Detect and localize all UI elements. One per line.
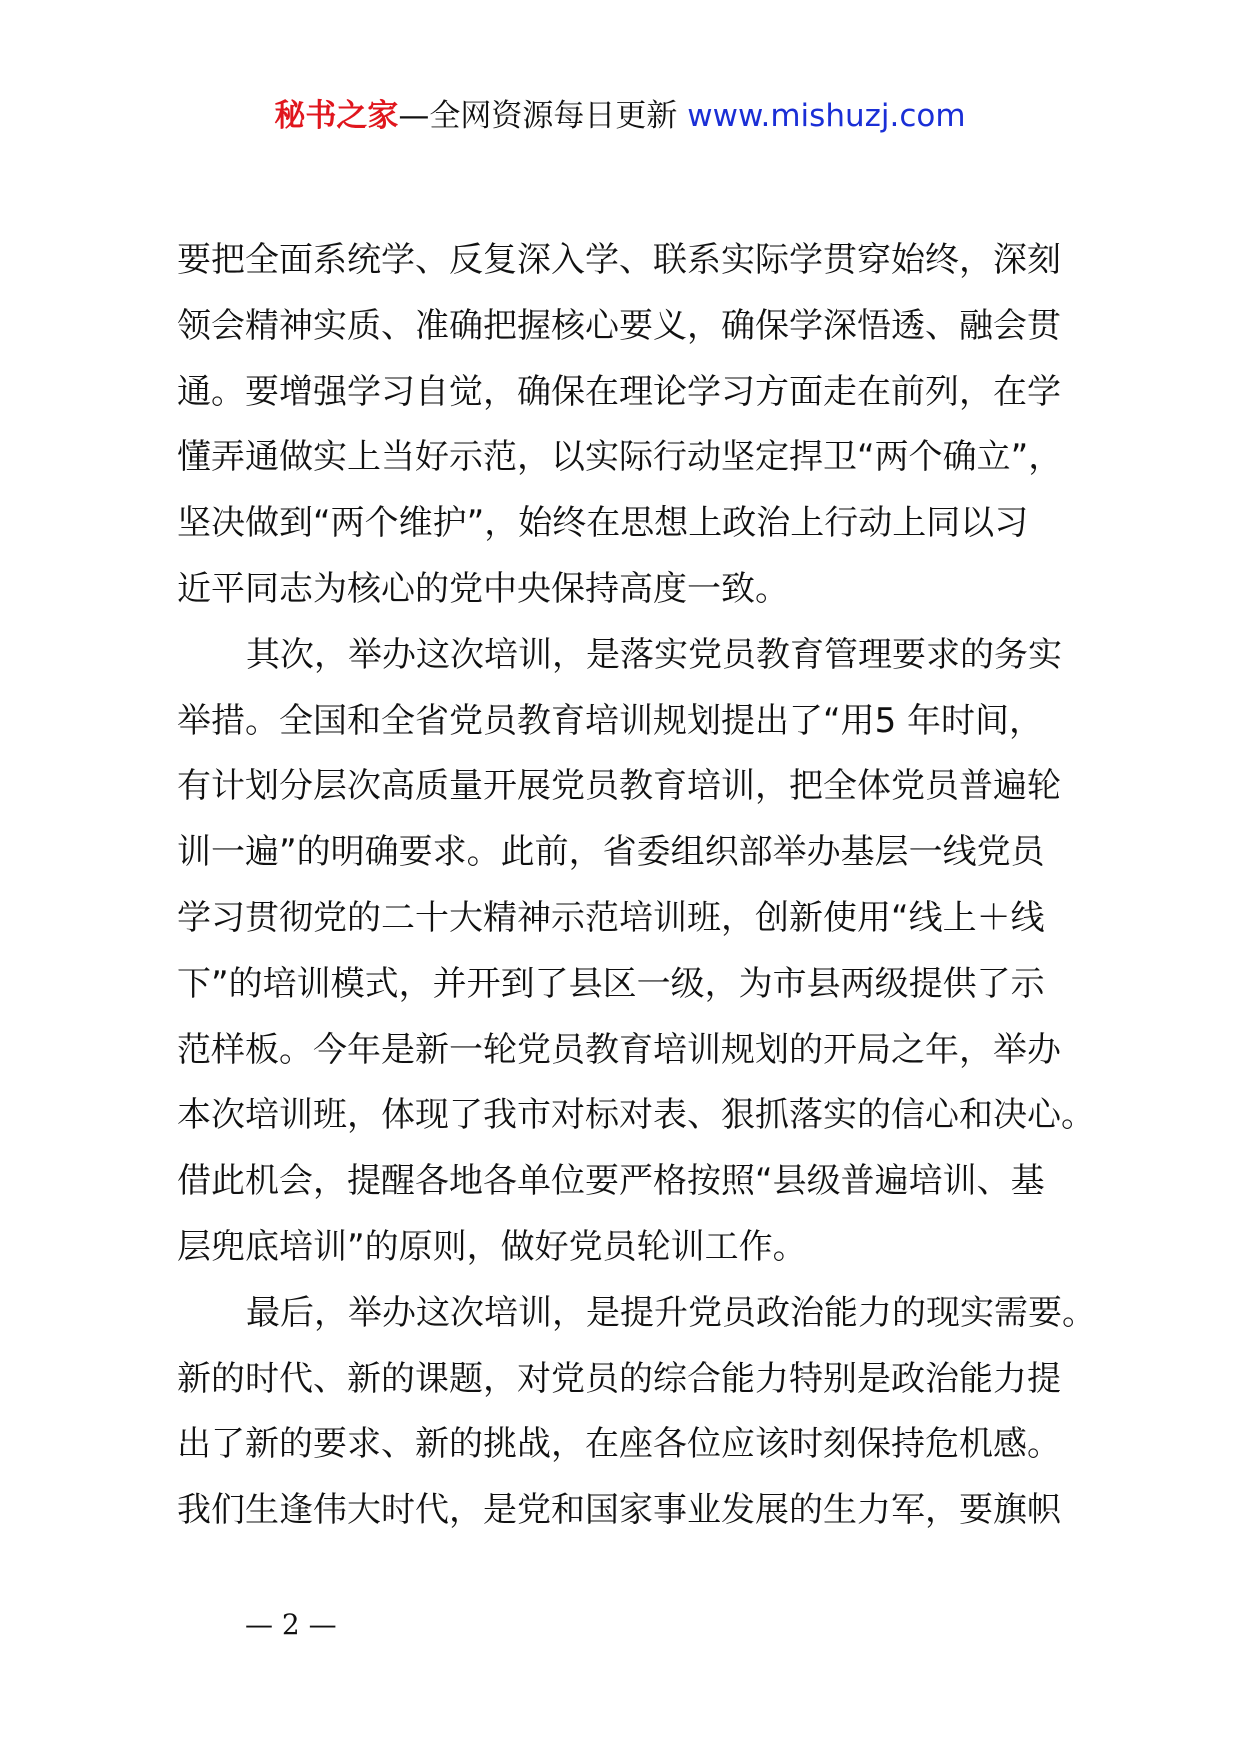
text-line: 学习贯彻党的二十大精神示范培训班，创新使用“线上＋线: [177, 897, 1045, 938]
text-line: 懂弄通做实上当好示范，以实际行动坚定捍卫“两个确立”，: [177, 437, 1063, 478]
paragraph-start-line: 其次，举办这次培训，是落实党员教育管理要求的务实: [246, 634, 1062, 675]
text-line: 要把全面系统学、反复深入学、联系实际学贯穿始终，深刻: [177, 240, 1061, 280]
text-line: 通。要增强学习自觉，确保在理论学习方面走在前列，在学: [177, 371, 1061, 412]
paragraph-start-line: 最后，举办这次培训，是提升党员政治能力的现实需要。: [246, 1292, 1096, 1333]
text-line: 下”的培训模式，并开到了县区一级，为市县两级提供了示: [177, 963, 1045, 1004]
text-line: 近平同志为核心的党中央保持高度一致。: [177, 568, 789, 609]
text-line: 层兜底培训”的原则，做好党员轮训工作。: [177, 1226, 807, 1267]
site-brand: 秘书之家: [274, 98, 399, 134]
text-line: 范样板。今年是新一轮党员教育培训规划的开局之年，举办: [177, 1029, 1061, 1070]
text-line: 有计划分层次高质量开展党员教育培训，把全体党员普遍轮: [177, 766, 1061, 807]
text-line: 出了新的要求、新的挑战，在座各位应该时刻保持危机感。: [177, 1424, 1061, 1465]
site-slogan: —全网资源每日更新: [398, 98, 678, 134]
text-line: 举措。全国和全省党员教育培训规划提出了“用5 年时间，: [177, 700, 1044, 741]
text-line: 借此机会，提醒各地各单位要严格按照“县级普遍培训、基: [177, 1161, 1045, 1202]
document-body: [177, 228, 1117, 1544]
text-line: 领会精神实质、准确把握核心要义，确保学深悟透、融会贯: [177, 305, 1061, 346]
text-line: 训一遍”的明确要求。此前，省委组织部举办基层一线党员: [177, 832, 1045, 873]
text-line: 新的时代、新的课题，对党员的综合能力特别是政治能力提: [177, 1358, 1061, 1399]
text-line: 本次培训班，体现了我市对标对表、狠抓落实的信心和决心。: [177, 1095, 1095, 1136]
text-line: 我们生逢伟大时代，是党和国家事业发展的生力军，要旗帜: [177, 1490, 1061, 1531]
site-url-link[interactable]: www.mishuzj.com: [687, 98, 966, 134]
page-number: — 2 —: [245, 1608, 337, 1641]
text-line: 坚决做到“两个维护”，始终在思想上政治上行动上同以习: [177, 503, 1029, 544]
page-header: [0, 96, 1240, 136]
